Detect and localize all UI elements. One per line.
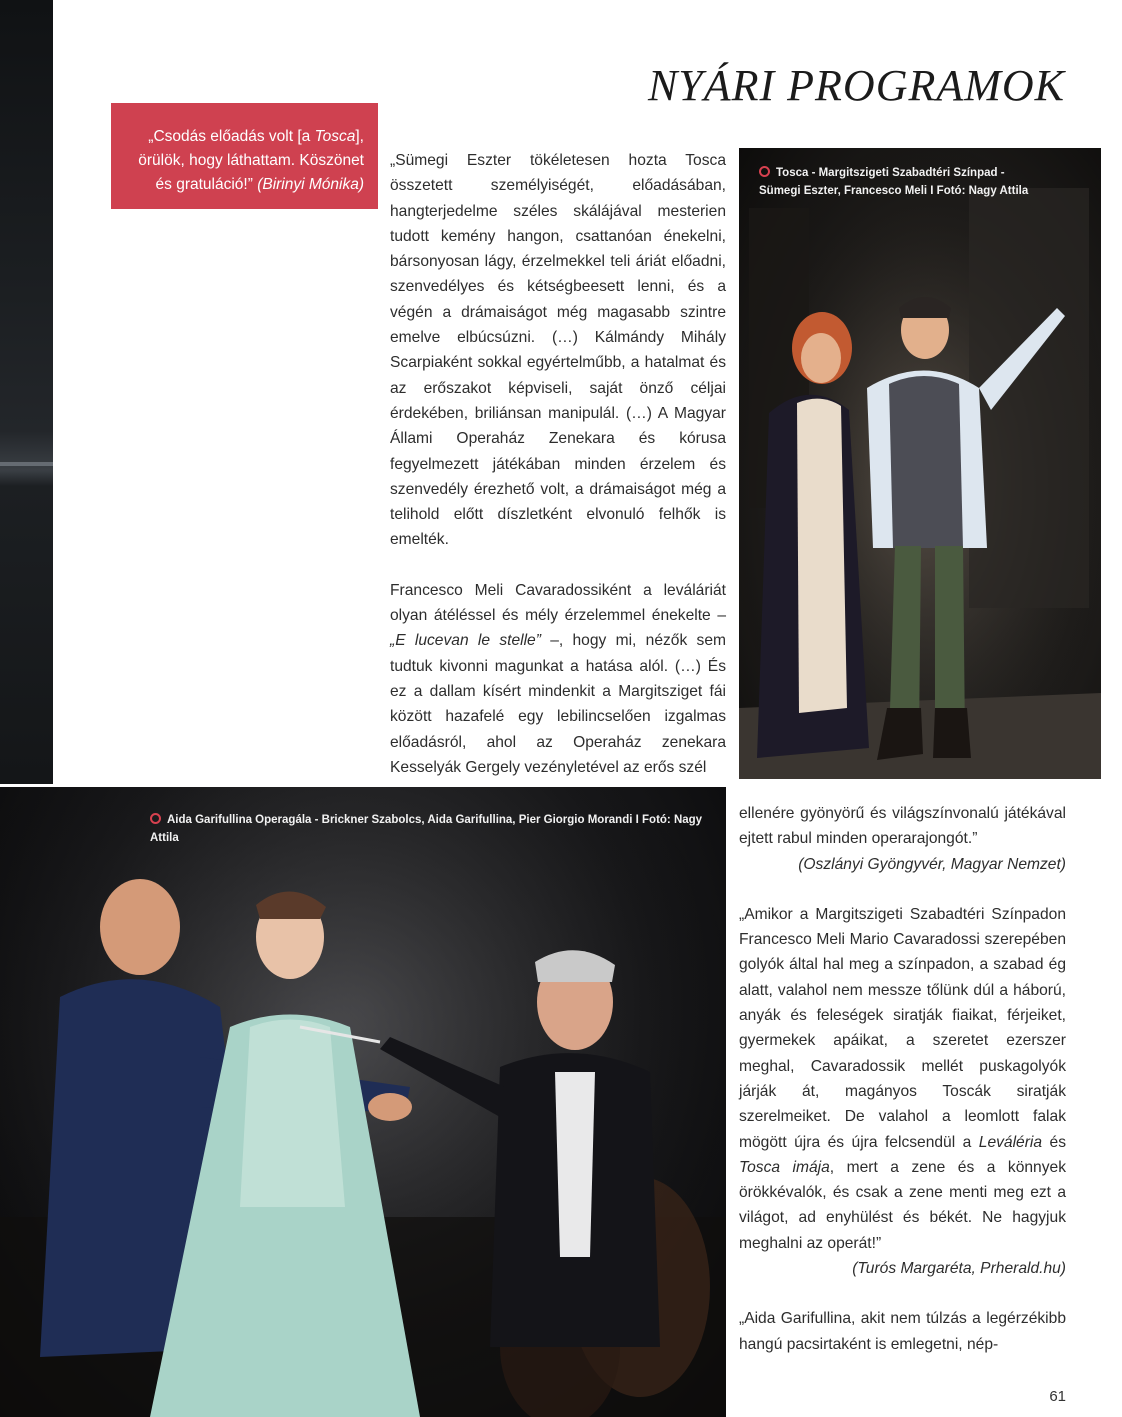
article-paragraph-2-text-1: Francesco Meli Cavaradossiként a leváláriát olyan átéléssel és mély érzelemmel énekelte – xyxy=(390,581,726,625)
left-edge-photo xyxy=(0,0,53,784)
pull-quote-text-2: ], örülök, hogy láthattam. Köszönet és gratuláció!” xyxy=(138,128,364,193)
article-column-right xyxy=(739,801,1066,1357)
tosca-photo xyxy=(739,148,1101,779)
pull-quote-text-1: „Csodás előadás volt [a xyxy=(148,128,315,145)
quote-source-oszlanyi: (Oszlányi Gyöngyvér, Magyar Nemzet) xyxy=(798,855,1066,873)
tosca-photo-illustration xyxy=(739,148,1101,779)
tosca-caption-line-1-text: Tosca - Margitszigeti Szabadtéri Színpad - xyxy=(776,167,1005,179)
tosca-caption-line-1 xyxy=(759,164,1028,182)
caption-ring-icon xyxy=(150,813,161,824)
aria-title-levelaria: Leváléria xyxy=(978,1133,1043,1151)
article-paragraph-2-continued-text: ellenére gyönyörű és világszínvonalú játékával ejtett rabul minden operarajongót.” xyxy=(739,805,1066,848)
article-paragraph-1: „Sümegi Eszter tökéletesen hozta Tosca összetett személyiségét, előadásában, hangterjedelme széles skálájával mesterien tudott kemény hangon, csattanóan énekelni, bársonyosan lágy, érzelmekkel teli áriát előadni, szenvedélyes és kétségbeesett lenni, és a végén a drámaiságot még magasabb szintre emelve elbúcsúzni. (…) Kálmándy Mihály Scarpiaként sokkal egyértelműbb, a hatalmat és az erőszakot képviseli, saját önző céljai érdekében, briliánsan manipulál. (…) A Magyar Állami Operaház Zenekara és kórusa fegyelmezett játékában minden érzelem és szenvedély érezhető volt, a drámaiságot még a telihold előtt díszletként elvonuló felhők is emelték. xyxy=(390,152,726,549)
article-paragraph-3-text-2: és xyxy=(1042,1133,1066,1151)
tosca-photo-caption xyxy=(759,164,1028,200)
gala-photo xyxy=(0,787,726,1417)
article-paragraph-2 xyxy=(390,578,726,780)
article-paragraph-3 xyxy=(739,902,1066,1281)
gala-photo-caption xyxy=(150,811,726,847)
article-paragraph-3-text-1: „Amikor a Margitszigeti Szabadtéri Színpadon Francesco Meli Mario Cavaradossi szerepében golyók által hal meg a színpadon, a szabad ég alatt, valahol nem messze tőlünk dúl a háború, anyák és feleségek siratják fiaikat, férjeiket, gyermekek apáikat, a szeretet ezerszer meghal, Cavaradossik mellét puskagolyók járják át, magányos Toscák siratják szerelmeiket. De valahol a leomlott falak mögött újra és újra felcsendül a xyxy=(739,905,1066,1151)
tosca-caption-line-2: Sümegi Eszter, Francesco Meli I Fotó: Nagy Attila xyxy=(759,185,1029,197)
aria-title: „E lucevan le stelle” xyxy=(390,632,541,650)
gala-photo-illustration xyxy=(0,787,726,1417)
aria-title-tosca-imaja: Tosca imája xyxy=(739,1158,830,1176)
article-paragraph-2-text-2: –, hogy mi, nézők sem tudtuk kivonni magunkat a hatása alól. (…) És ez a dallam kísért mindenkit a Margitsziget fái között hazafelé egy lebilincselően izgalmas előadásról, ahol az Operaház zenekara Kesselyák Gergely vezényletével az erős szél xyxy=(390,632,726,776)
article-paragraph-2-continued xyxy=(739,801,1066,877)
article-paragraph-4: „Aida Garifullina, akit nem túlzás a legérzékibb hangú pacsirtaként is emlegetni, nép- xyxy=(739,1310,1066,1353)
pull-quote xyxy=(111,103,378,209)
gala-caption-text: Aida Garifullina Operagála - Brickner Szabolcs, Aida Garifullina, Pier Giorgio Morandi I Fotó: Nagy Attila xyxy=(150,814,703,844)
page-number: 61 xyxy=(1049,1388,1066,1405)
quote-source-turos: (Turós Margaréta, Prherald.hu) xyxy=(852,1260,1066,1278)
pull-quote-opera-title: Tosca xyxy=(314,128,356,145)
article-column-left xyxy=(390,148,726,780)
caption-ring-icon xyxy=(759,166,770,177)
section-title: NYÁRI PROGRAMOK xyxy=(647,61,1065,110)
article-paragraph-3-text-3: , mert a zene és a könnyek örökkévalók, és csak a zene menti meg ezt a világot, ad enyhülést és békét. Ne hagyjuk meghalni az operát!” xyxy=(739,1158,1066,1252)
pull-quote-source: (Birinyi Mónika) xyxy=(257,176,364,193)
